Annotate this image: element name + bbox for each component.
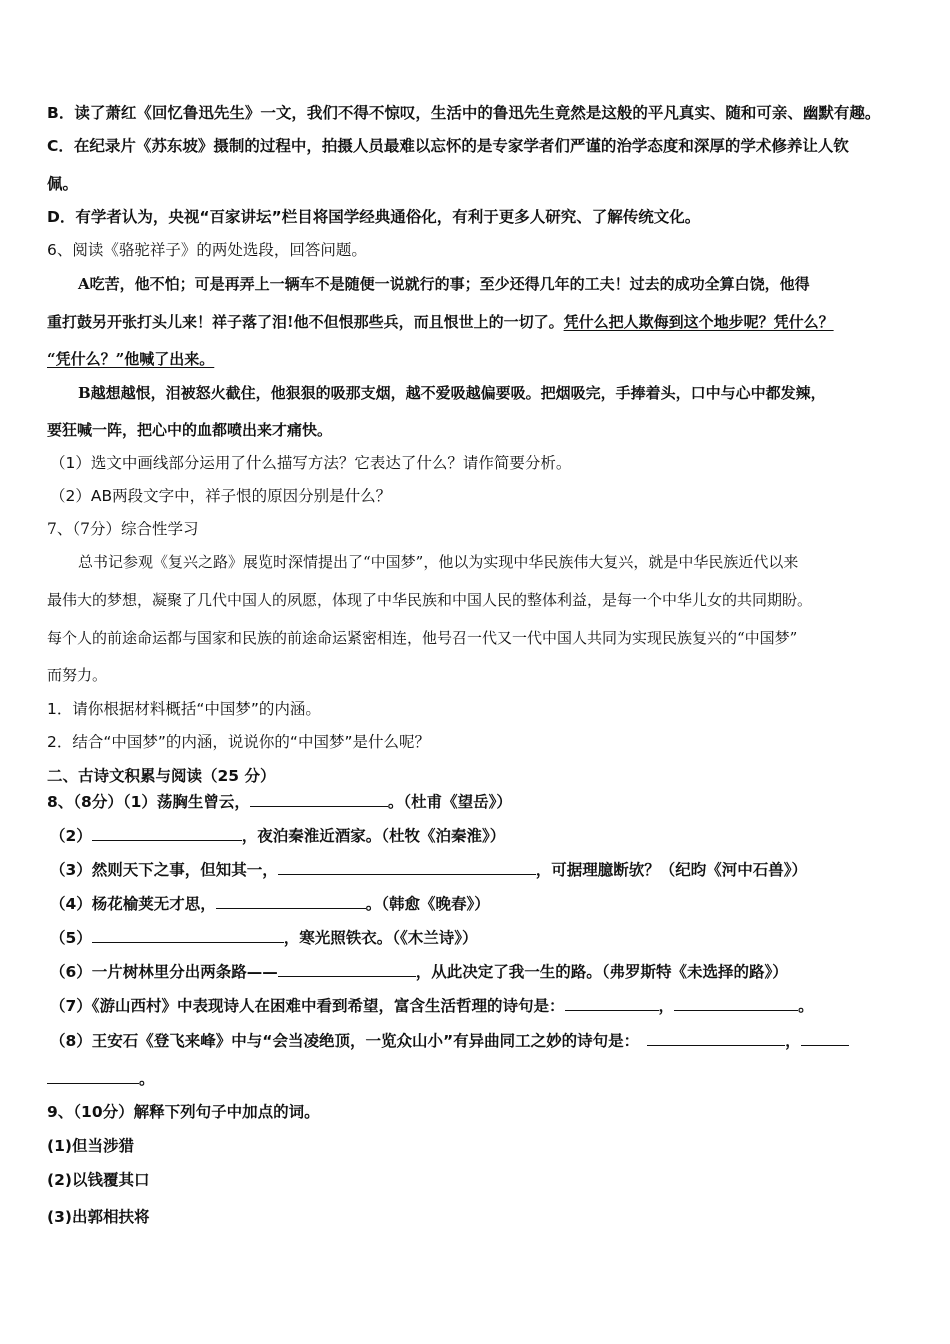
option-c-line1: C．在纪录片《苏东坡》摄制的过程中，拍摄人员最难以忘怀的是专家学者们严谨的治学态度和深厚的学术修养让人钦: [47, 137, 849, 155]
q6-title: 6、阅读《骆驼祥子》的两处选段，回答问题。: [47, 241, 367, 259]
option-b: B．读了萧红《回忆鲁迅先生》一文，我们不得不惊叹，生活中的鲁迅先生竟然是这般的平凡真实、随和可亲、幽默有趣。: [47, 104, 881, 122]
q8-line7-suffix: 。: [798, 997, 814, 1015]
q8-line4-suffix: 。（韩愈《晚春》）: [365, 895, 490, 913]
q8-blank-3[interactable]: [278, 860, 536, 875]
q8-line8: [50, 1031, 849, 1051]
q8-line9-suffix: 。: [139, 1070, 155, 1088]
q6-passage-b-line1: B越想越恨，泪被怒火截住，他狠狠的吸那支烟，越不爱吸越偏要吸。把烟吸完，手捧着头，口中与心中都发辣，: [78, 384, 826, 402]
q8-line3-suffix: ，可据理臆断欤？（纪昀《河中石兽》）: [535, 861, 808, 879]
q8-line1-suffix: 。（杜甫《望岳》）: [387, 793, 512, 811]
q8-line1-prefix: 8、（8分）（1）荡胸生曾云，: [47, 793, 250, 811]
q8-line2-prefix: （2）: [50, 827, 92, 845]
q9-item-1: (1)但当涉猎: [47, 1137, 134, 1155]
q8-line3: [50, 860, 807, 880]
section2-heading: 二、古诗文积累与阅读（25 分）: [47, 767, 276, 785]
q8-blank-8a[interactable]: [647, 1031, 785, 1046]
q8-blank-5[interactable]: [92, 928, 284, 943]
q9-item-2: (2)以钱覆其口: [47, 1171, 150, 1189]
q8-line1: [47, 792, 512, 812]
q8-line8-prefix: （8）王安石《登飞来峰》中与“会当凌绝顶，一览众山小”有异曲同工之妙的诗句是：: [50, 1032, 640, 1050]
q6-passage-b-line2: 要狂喊一阵，把心中的血都喷出来才痛快。: [47, 421, 333, 439]
q8-blank-4[interactable]: [216, 894, 366, 909]
q9-item-3: (3)出郭相扶将: [47, 1208, 150, 1226]
q7-sub2: 2．结合“中国梦”的内涵，说说你的“中国梦”是什么呢？: [47, 733, 430, 751]
q6-underlined-text-line2: “凭什么？”他喊了出来。: [47, 350, 215, 368]
q8-line6-prefix: （6）一片树林里分出两条路——: [50, 963, 278, 981]
q6-sub1: （1）选文中画线部分运用了什么描写方法？它表达了什么？请作简要分析。: [50, 454, 572, 472]
q8-blank-7b[interactable]: [674, 996, 798, 1011]
q6-sub2: （2）AB两段文字中，祥子恨的原因分别是什么？: [50, 487, 392, 505]
q8-line5: [50, 928, 478, 948]
q7-title: 7、（7分）综合性学习: [47, 520, 199, 538]
q7-passage-line4: 而努力。: [47, 666, 108, 684]
q8-line6-suffix: ，从此决定了我一生的路。（弗罗斯特《未选择的路》）: [415, 963, 788, 981]
q6-passage-a-plain: 重打鼓另开张打头儿来！祥子落了泪!他不但恨那些兵，而且恨世上的一切了。: [47, 313, 564, 331]
q7-passage-line3: 每个人的前途命运都与国家和民族的前途命运紧密相连，他号召一代又一代中国人共同为实现民族复兴的“中国梦”: [47, 629, 798, 647]
q8-blank-8b[interactable]: [801, 1031, 849, 1046]
q8-line3-prefix: （3）然则天下之事，但知其一，: [50, 861, 278, 879]
q8-blank-1[interactable]: [250, 792, 388, 807]
q8-line7-prefix: （7）《游山西村》中表现诗人在困难中看到希望，富含生活哲理的诗句是：: [50, 997, 565, 1015]
q6-passage-a-line1: A吃苦，他不怕；可是再弄上一辆车不是随便一说就行的事；至少还得几年的工夫！过去的成功全算白饶，他得: [78, 275, 810, 293]
q8-line2-suffix: ，夜泊秦淮近酒家。（杜牧《泊秦淮》）: [241, 827, 506, 845]
q8-line6: [50, 962, 788, 982]
q8-line7: [50, 996, 814, 1016]
q8-blank-2[interactable]: [92, 826, 242, 841]
q7-passage-line2: 最伟大的梦想，凝聚了几代中国人的夙愿，体现了中华民族和中国人民的整体利益，是每一个中华儿女的共同期盼。: [47, 591, 813, 609]
q8-blank-7a[interactable]: [565, 996, 659, 1011]
option-d: D．有学者认为，央视“百家讲坛”栏目将国学经典通俗化，有利于更多人研究、了解传统文化。: [47, 208, 701, 226]
q8-line7-comma: ，: [658, 997, 675, 1015]
q6-underlined-text: 凭什么把人欺侮到这个地步呢？凭什么？: [563, 313, 834, 331]
option-c-line2: 佩。: [47, 175, 79, 193]
q8-blank-8c[interactable]: [47, 1069, 139, 1084]
q7-sub1: 1．请你根据材料概括“中国梦”的内涵。: [47, 700, 321, 718]
q6-passage-a-line2: [47, 312, 834, 332]
q8-blank-6[interactable]: [278, 962, 416, 977]
q8-line5-suffix: ，寒光照铁衣。（《木兰诗》）: [283, 929, 478, 947]
q8-line2: [50, 826, 505, 846]
q8-line9: [47, 1069, 155, 1089]
q8-line4-prefix: （4）杨花榆荚无才思，: [50, 895, 216, 913]
q8-line4: [50, 894, 490, 914]
q9-title: 9、（10分）解释下列句子中加点的词。: [47, 1103, 320, 1121]
q8-line8-comma: ，: [785, 1032, 801, 1050]
q7-passage-line1: 总书记参观《复兴之路》展览时深情提出了“中国梦”，他以为实现中华民族伟大复兴，就是中华民族近代以来: [78, 553, 799, 571]
q8-line5-prefix: （5）: [50, 929, 92, 947]
